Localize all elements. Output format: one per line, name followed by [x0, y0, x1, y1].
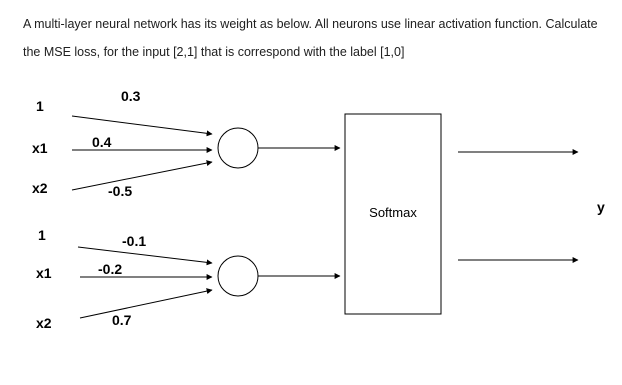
- neuron2-input-bias: 1: [38, 227, 46, 243]
- neuron1-weight-x1: 0.4: [92, 134, 112, 150]
- neuron2-weight-x2: 0.7: [112, 312, 132, 328]
- neuron1-input-x1: x1: [32, 140, 48, 156]
- neuron2-node: [218, 256, 258, 296]
- neuron2-weight-x1: -0.2: [98, 261, 123, 277]
- neuron2-weight-bias: -0.1: [122, 233, 147, 249]
- neuron1-weight-bias: 0.3: [121, 88, 141, 104]
- question-line-2: the MSE loss, for the input [2,1] that is correspond with the label [1,0]: [23, 45, 405, 59]
- neuron2-input-x2: x2: [36, 315, 52, 331]
- softmax-label: Softmax: [369, 205, 417, 220]
- neuron1-edge-bias: [72, 116, 212, 134]
- neuron1-node: [218, 128, 258, 168]
- neuron2-edge-x2: [80, 290, 212, 318]
- neuron1-edge-x2: [72, 162, 212, 190]
- neuron1-input-bias: 1: [36, 98, 44, 114]
- neuron1-weight-x2: -0.5: [108, 183, 133, 199]
- output-label-y: y: [597, 199, 605, 215]
- neuron2-input-x1: x1: [36, 265, 52, 281]
- neuron1-input-x2: x2: [32, 180, 48, 196]
- question-line-1: A multi-layer neural network has its weight as below. All neurons use linear activation function. Calculate: [23, 17, 598, 31]
